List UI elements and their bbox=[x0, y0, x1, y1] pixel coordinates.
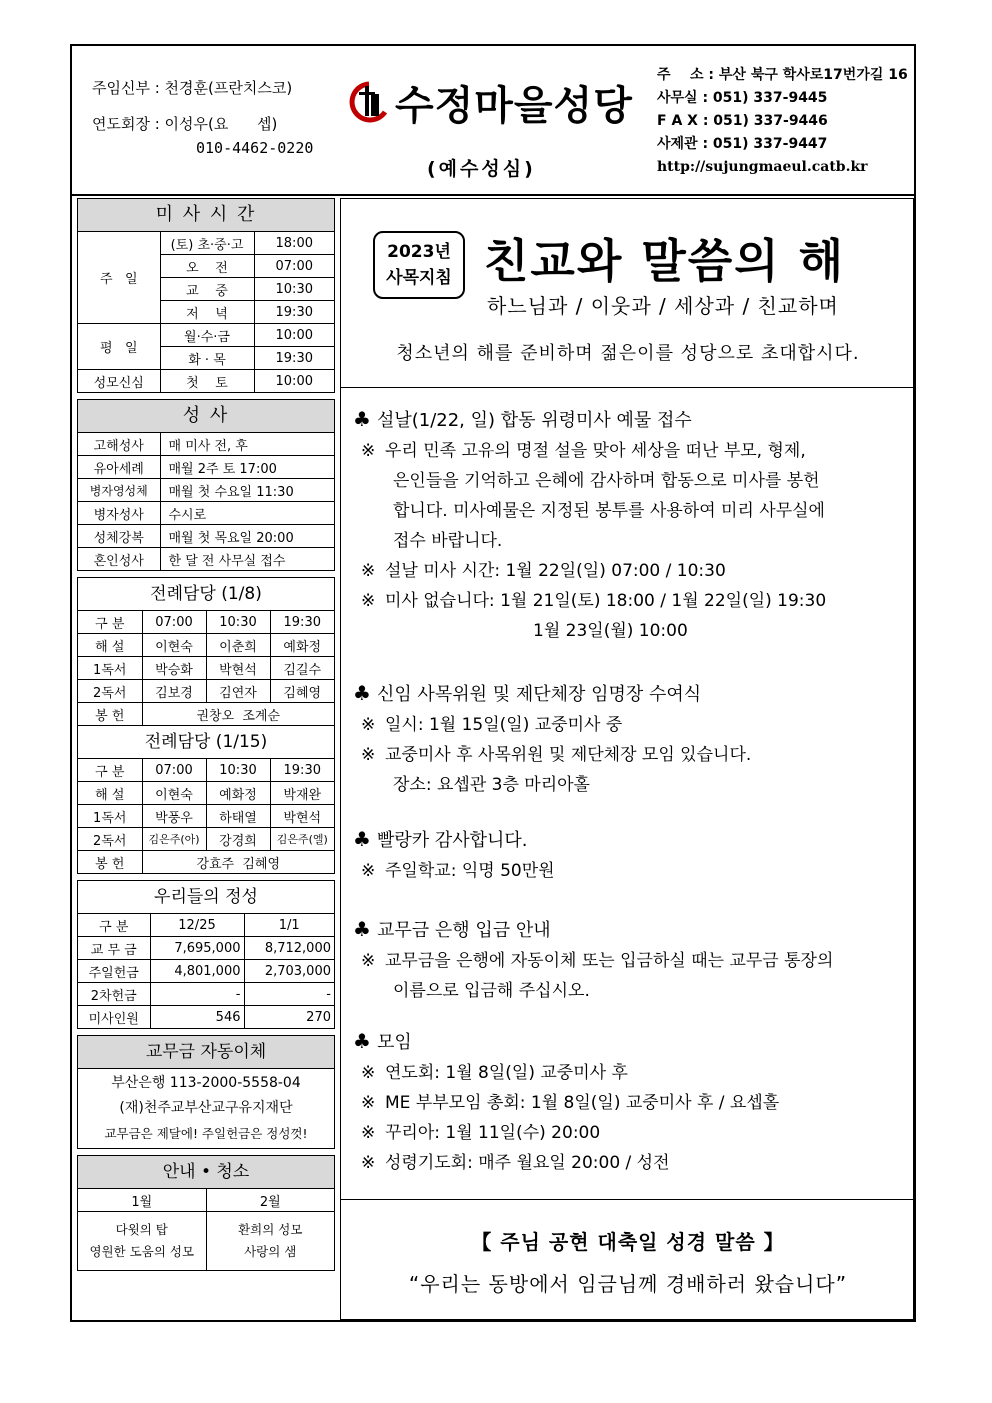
table-row bbox=[78, 479, 334, 502]
group-name: 환희의 성모 bbox=[238, 1222, 303, 1237]
column-header: 10:30 bbox=[206, 611, 270, 634]
sacrament-desc: 매월 첫 수요일 11:30 bbox=[160, 479, 334, 502]
notice-title bbox=[353, 1026, 779, 1058]
role-label: 봉 헌 bbox=[78, 851, 142, 874]
notices-box bbox=[340, 387, 914, 1200]
asterisk-bullet: ※ bbox=[361, 1153, 376, 1173]
notice-line bbox=[353, 436, 826, 466]
table-cell: 예화정 bbox=[206, 782, 270, 805]
column-header: 1/1 bbox=[244, 914, 334, 937]
table-cell: 하태열 bbox=[206, 805, 270, 828]
parish-patron: (예수성심) bbox=[427, 158, 536, 180]
notice-line bbox=[353, 1118, 779, 1148]
notice-line bbox=[353, 466, 826, 496]
table-cell: 이춘희 bbox=[206, 634, 270, 657]
sacrament-name: 병자영성체 bbox=[78, 479, 160, 502]
column-header: 구 분 bbox=[78, 611, 142, 634]
asterisk-bullet: ※ bbox=[361, 861, 376, 881]
parish-address: 주 소 : 부산 북구 학사로17번가길 16 bbox=[657, 67, 908, 83]
liturgy-1-table bbox=[78, 611, 334, 725]
column-header: 07:00 bbox=[142, 611, 206, 634]
church-logo-icon bbox=[347, 78, 391, 126]
mass-time: 10:00 bbox=[254, 370, 334, 393]
asterisk-bullet: ※ bbox=[361, 1123, 376, 1143]
mass-name: (토) 초·중·고 bbox=[160, 232, 254, 255]
table-cell: 박재완 bbox=[270, 782, 334, 805]
asterisk-bullet: ※ bbox=[361, 715, 376, 735]
header-contact-info bbox=[657, 64, 908, 179]
notice-line bbox=[353, 556, 826, 586]
table-row bbox=[78, 1189, 334, 1212]
notice-line-text: 미사 없습니다: 1월 21일(토) 18:00 / 1월 22일(일) 19:30 bbox=[385, 591, 827, 611]
notice-title bbox=[353, 824, 555, 856]
liturgy-box bbox=[77, 577, 335, 874]
amount: 7,695,000 bbox=[150, 937, 244, 960]
table-row bbox=[78, 324, 334, 347]
table-cell: 박현석 bbox=[206, 657, 270, 680]
notice-title bbox=[353, 914, 833, 946]
notice-item bbox=[353, 404, 826, 646]
sacrament-name: 병자성사 bbox=[78, 502, 160, 525]
column-header: 12/25 bbox=[150, 914, 244, 937]
column-header: 구 분 bbox=[78, 759, 142, 782]
pastoral-subtitle: 하느님과 / 이웃과 / 세상과 / 친교하며 bbox=[487, 294, 839, 318]
pastoral-title: 친교와 말씀의 해 bbox=[484, 234, 846, 288]
sacrament-desc: 매월 2주 토 17:00 bbox=[160, 456, 334, 479]
notice-title-text: 설날(1/22, 일) 합동 위령미사 예물 접수 bbox=[376, 410, 692, 431]
notice-line bbox=[353, 1148, 779, 1178]
notice-line bbox=[353, 946, 833, 976]
notice-line-text: 교무금을 은행에 자동이체 또는 입금하실 때는 교무금 통장의 bbox=[385, 951, 834, 971]
column-header: 10:30 bbox=[206, 759, 270, 782]
council-phone: 010-4462-0220 bbox=[196, 139, 314, 157]
column-header: 19:30 bbox=[270, 611, 334, 634]
notice-line bbox=[353, 856, 555, 886]
table-row bbox=[78, 634, 334, 657]
table-row bbox=[78, 983, 334, 1006]
table-cell: 이현숙 bbox=[142, 634, 206, 657]
bank-account: 부산은행 113-2000-5558-04 bbox=[111, 1075, 301, 1091]
table-row bbox=[78, 703, 334, 726]
table-cell: 강경희 bbox=[206, 828, 270, 851]
bible-verse-box bbox=[340, 1199, 914, 1320]
table-cell: 박승화 bbox=[142, 657, 206, 680]
notice-line-text: 성령기도회: 매주 월요일 20:00 / 성전 bbox=[385, 1153, 670, 1173]
notice-line bbox=[353, 1088, 779, 1118]
group-name: 영원한 도움의 성모 bbox=[89, 1244, 195, 1259]
bible-quote: “우리는 동방에서 임금님께 경배하러 왔습니다” bbox=[408, 1272, 848, 1296]
guide-cleaning-table bbox=[78, 1189, 334, 1270]
table-cell: 김보경 bbox=[142, 680, 206, 703]
table-row bbox=[78, 657, 334, 680]
club-bullet-icon: ♣ bbox=[353, 827, 371, 851]
table-row bbox=[78, 914, 334, 937]
asterisk-bullet: ※ bbox=[361, 1093, 376, 1113]
notice-line-text: 꾸리아: 1월 11일(수) 20:00 bbox=[385, 1123, 601, 1143]
table-row bbox=[78, 611, 334, 634]
bible-heading: 【 주님 공현 대축일 성경 말씀 】 bbox=[471, 1230, 785, 1254]
row-label: 주일헌금 bbox=[78, 960, 150, 983]
table-row bbox=[78, 433, 334, 456]
table-row bbox=[78, 782, 334, 805]
notice-line-text: 은인들을 기억하고 은혜에 감사하며 합동으로 미사를 봉헌 bbox=[393, 471, 820, 491]
pastoral-invite: 청소년의 해를 준비하며 젊은이를 성당으로 초대합시다. bbox=[396, 343, 860, 364]
main-content bbox=[340, 198, 914, 1320]
table-cell: 이현숙 bbox=[142, 782, 206, 805]
club-bullet-icon: ♣ bbox=[353, 407, 371, 431]
sunday-label: 주 일 bbox=[78, 232, 160, 324]
notice-line-text: 이름으로 입금해 주십시오. bbox=[393, 981, 590, 1001]
table-row bbox=[78, 525, 334, 548]
asterisk-bullet: ※ bbox=[361, 591, 376, 611]
club-bullet-icon: ♣ bbox=[353, 681, 371, 705]
amount: - bbox=[150, 983, 244, 1006]
left-sidebar bbox=[77, 198, 335, 1277]
table-row bbox=[78, 1212, 334, 1271]
notice-line bbox=[353, 740, 751, 770]
group-name: 다윗의 탑 bbox=[115, 1222, 168, 1237]
mass-times-box bbox=[77, 198, 335, 393]
amount: 8,712,000 bbox=[244, 937, 334, 960]
notice-line-text: 교중미사 후 사목위원 및 제단체장 모임 있습니다. bbox=[385, 745, 752, 765]
liturgy-2-table bbox=[78, 759, 334, 873]
mass-time: 19:30 bbox=[254, 347, 334, 370]
sacrament-name: 유아세례 bbox=[78, 456, 160, 479]
council-president: 연도회장 : 이성우(요 셉) bbox=[92, 115, 278, 133]
offerings-table bbox=[78, 914, 334, 1028]
offering-names: 권창오 조계순 bbox=[142, 703, 334, 726]
mass-time: 19:30 bbox=[254, 301, 334, 324]
table-cell: 박현석 bbox=[270, 805, 334, 828]
table-cell: 김은주(아) bbox=[142, 828, 206, 851]
auto-transfer-title: 교무금 자동이체 bbox=[78, 1036, 334, 1069]
notice-item bbox=[353, 1026, 779, 1178]
asterisk-bullet: ※ bbox=[361, 441, 376, 461]
mass-times-title: 미 사 시 간 bbox=[78, 199, 334, 232]
month-header: 1월 bbox=[78, 1189, 206, 1212]
table-cell: 김혜영 bbox=[270, 680, 334, 703]
bulletin-page bbox=[70, 44, 916, 1322]
club-bullet-icon: ♣ bbox=[353, 1029, 371, 1053]
notice-line-text: 설날 미사 시간: 1월 22일(일) 07:00 / 10:30 bbox=[385, 561, 726, 581]
notice-line bbox=[353, 616, 826, 646]
notice-title-text: 모임 bbox=[376, 1032, 412, 1053]
notice-line-text: 접수 바랍니다. bbox=[393, 531, 503, 551]
table-row bbox=[78, 502, 334, 525]
notice-line-text: 일시: 1월 15일(일) 교중미사 중 bbox=[385, 715, 623, 735]
parish-logo bbox=[347, 74, 647, 134]
auto-transfer-box bbox=[77, 1035, 335, 1149]
sacrament-name: 고해성사 bbox=[78, 433, 160, 456]
notice-line-text: ME 부부모임 총회: 1월 8일(일) 교중미사 후 / 요셉홀 bbox=[385, 1093, 780, 1113]
notice-line-text: 우리 민족 고유의 명절 설을 맞아 세상을 떠난 부모, 형제, bbox=[385, 441, 806, 461]
table-row bbox=[78, 232, 334, 255]
notice-line-text: 연도회: 1월 8일(일) 교중미사 후 bbox=[385, 1063, 628, 1083]
notice-line-text: 장소: 요셉관 3층 마리아홀 bbox=[393, 775, 590, 795]
amount: 2,703,000 bbox=[244, 960, 334, 983]
sacraments-box bbox=[77, 399, 335, 571]
table-row bbox=[78, 851, 334, 874]
table-cell: 예화정 bbox=[270, 634, 334, 657]
bulletin-header bbox=[72, 46, 914, 196]
notice-item bbox=[353, 678, 751, 800]
sacraments-title: 성 사 bbox=[78, 400, 334, 433]
table-row bbox=[78, 937, 334, 960]
amount: - bbox=[244, 983, 334, 1006]
sacraments-table bbox=[78, 433, 334, 570]
asterisk-bullet: ※ bbox=[361, 745, 376, 765]
offerings-box bbox=[77, 880, 335, 1029]
table-cell: 김길수 bbox=[270, 657, 334, 680]
table-row bbox=[78, 1006, 334, 1029]
table-cell: 김연자 bbox=[206, 680, 270, 703]
table-row bbox=[78, 680, 334, 703]
feb-groups bbox=[206, 1212, 334, 1271]
notice-title-text: 빨랑카 감사합니다. bbox=[376, 830, 528, 851]
amount: 270 bbox=[244, 1006, 334, 1029]
table-row bbox=[78, 759, 334, 782]
mass-name: 화 · 목 bbox=[160, 347, 254, 370]
mass-name: 첫 토 bbox=[160, 370, 254, 393]
table-row bbox=[78, 828, 334, 851]
notice-title bbox=[353, 678, 751, 710]
column-header: 구 분 bbox=[78, 914, 150, 937]
table-row bbox=[78, 370, 334, 393]
guide-cleaning-box bbox=[77, 1155, 335, 1271]
mass-time: 18:00 bbox=[254, 232, 334, 255]
mass-time: 07:00 bbox=[254, 255, 334, 278]
first-saturday-label: 성모신심 bbox=[78, 370, 160, 393]
club-bullet-icon: ♣ bbox=[353, 917, 371, 941]
notice-line-text: 주일학교: 익명 50만원 bbox=[385, 861, 555, 881]
pastoral-guide-label: 사목지침 bbox=[386, 268, 452, 288]
offering-names: 강효주 김혜영 bbox=[142, 851, 334, 874]
notice-line bbox=[353, 526, 826, 556]
row-label: 미사인원 bbox=[78, 1006, 150, 1029]
notice-line bbox=[353, 586, 826, 616]
notice-line bbox=[353, 976, 833, 1006]
jan-groups bbox=[78, 1212, 206, 1271]
amount: 546 bbox=[150, 1006, 244, 1029]
notice-line-text: 합니다. 미사예물은 지정된 봉투를 사용하여 미리 사무실에 bbox=[393, 501, 825, 521]
mass-name: 오 전 bbox=[160, 255, 254, 278]
pastoral-year: 2023년 bbox=[387, 242, 451, 262]
notice-line bbox=[353, 710, 751, 740]
liturgy-1-title: 전례담당 (1/8) bbox=[78, 578, 334, 611]
rectory-phone: 사제관 : 051) 337-9447 bbox=[657, 136, 828, 152]
notice-line bbox=[353, 496, 826, 526]
notice-title-text: 신임 사목위원 및 제단체장 임명장 수여식 bbox=[376, 684, 702, 705]
mass-time: 10:00 bbox=[254, 324, 334, 347]
parish-name: 수정마을성당 bbox=[395, 83, 633, 129]
office-phone: 사무실 : 051) 337-9445 bbox=[657, 90, 828, 106]
table-cell: 박풍우 bbox=[142, 805, 206, 828]
notice-title-text: 교무금 은행 입금 안내 bbox=[376, 920, 551, 941]
fax-number: F A X : 051) 337-9446 bbox=[657, 113, 828, 129]
sacrament-desc: 한 달 전 사무실 접수 bbox=[160, 548, 334, 571]
role-label: 1독서 bbox=[78, 805, 142, 828]
row-label: 교 무 금 bbox=[78, 937, 150, 960]
notice-line bbox=[353, 1058, 779, 1088]
notice-line-text: 1월 23일(월) 10:00 bbox=[533, 621, 688, 641]
offering-note: 교무금은 제달에! 주일헌금은 정성껏! bbox=[104, 1126, 308, 1141]
guide-cleaning-title: 안내 • 청소 bbox=[78, 1156, 334, 1189]
role-label: 2독서 bbox=[78, 828, 142, 851]
parish-website-link[interactable]: http://sujungmaeul.catb.kr bbox=[657, 159, 868, 175]
role-label: 해 설 bbox=[78, 782, 142, 805]
month-header: 2월 bbox=[206, 1189, 334, 1212]
year-badge bbox=[373, 231, 465, 299]
bank-info bbox=[78, 1069, 334, 1148]
mass-name: 저 녁 bbox=[160, 301, 254, 324]
pastor-name: 주임신부 : 천경훈(프란치스코) bbox=[92, 79, 293, 97]
table-row bbox=[78, 456, 334, 479]
header-staff-info bbox=[92, 76, 313, 160]
weekday-label: 평 일 bbox=[78, 324, 160, 370]
role-label: 2독서 bbox=[78, 680, 142, 703]
sacrament-name: 성체강복 bbox=[78, 525, 160, 548]
notice-line bbox=[353, 770, 751, 800]
sacrament-desc: 수시로 bbox=[160, 502, 334, 525]
row-label: 2차헌금 bbox=[78, 983, 150, 1006]
amount: 4,801,000 bbox=[150, 960, 244, 983]
liturgy-2-title: 전례담당 (1/15) bbox=[78, 725, 334, 759]
role-label: 1독서 bbox=[78, 657, 142, 680]
table-row bbox=[78, 805, 334, 828]
column-header: 19:30 bbox=[270, 759, 334, 782]
notice-item bbox=[353, 824, 555, 886]
sacrament-desc: 매 미사 전, 후 bbox=[160, 433, 334, 456]
asterisk-bullet: ※ bbox=[361, 1063, 376, 1083]
role-label: 해 설 bbox=[78, 634, 142, 657]
table-cell: 김은주(엘) bbox=[270, 828, 334, 851]
table-row bbox=[78, 960, 334, 983]
sacrament-name: 혼인성사 bbox=[78, 548, 160, 571]
notice-item bbox=[353, 914, 833, 1006]
mass-times-table bbox=[78, 232, 334, 392]
account-holder: (재)천주교부산교구유지재단 bbox=[119, 1100, 293, 1116]
mass-name: 월·수·금 bbox=[160, 324, 254, 347]
asterisk-bullet: ※ bbox=[361, 951, 376, 971]
mass-name: 교 중 bbox=[160, 278, 254, 301]
pastoral-guideline-box bbox=[340, 198, 914, 388]
table-row bbox=[78, 548, 334, 571]
mass-time: 10:30 bbox=[254, 278, 334, 301]
notice-title bbox=[353, 404, 826, 436]
asterisk-bullet: ※ bbox=[361, 561, 376, 581]
offerings-title: 우리들의 정성 bbox=[78, 881, 334, 914]
group-name: 사랑의 샘 bbox=[244, 1244, 297, 1259]
column-header: 07:00 bbox=[142, 759, 206, 782]
role-label: 봉 헌 bbox=[78, 703, 142, 726]
sacrament-desc: 매월 첫 목요일 20:00 bbox=[160, 525, 334, 548]
